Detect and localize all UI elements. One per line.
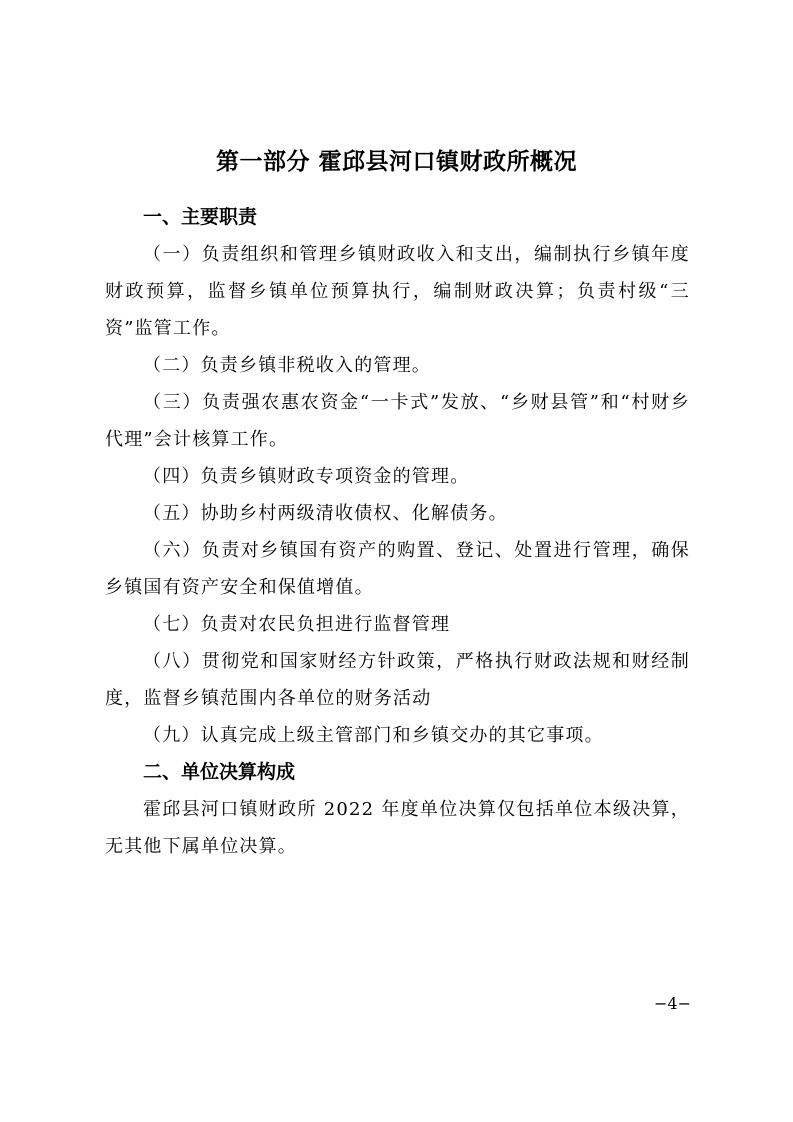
duty-paragraph-3: （三）负责强农惠农资金“一卡式”发放、“乡财县管”和“村财乡代理”会计核算工作。	[105, 392, 690, 450]
duty-paragraph-5: （五）协助乡村两级清收债权、化解债务。	[143, 503, 508, 524]
composition-paragraph: 霍邱县河口镇财政所 2022 年度单位决算仅包括单位本级决算，无其他下属单位决算。	[105, 799, 690, 857]
duty-paragraph-8: （八）贯彻党和国家财经方针政策，严格执行财政法规和财经制度，监督乡镇范围内各单位的财务活动	[105, 651, 690, 709]
duty-paragraph-1: （一）负责组织和管理乡镇财政收入和支出，编制执行乡镇年度财政预算，监督乡镇单位预算执行，编制财政决算；负责村级“三资”监管工作。	[105, 244, 690, 339]
duty-paragraph-2: （二）负责乡镇非税收入的管理。	[143, 355, 431, 376]
page-number: −4−	[654, 994, 691, 1013]
document-body	[105, 199, 690, 865]
section-main-duties	[105, 199, 690, 754]
duty-paragraph-6: （六）负责对乡镇国有资产的购置、登记、处置进行管理，确保乡镇国有资产安全和保值增值。	[105, 540, 690, 598]
page-title: 第一部分 霍邱县河口镇财政所概况	[215, 148, 577, 175]
section-heading: 二、单位决算构成	[143, 761, 296, 783]
section-budget-composition	[105, 754, 690, 865]
section-heading: 一、主要职责	[143, 206, 258, 228]
duty-paragraph-4: （四）负责乡镇财政专项资金的管理。	[143, 466, 470, 487]
duty-paragraph-9: （九）认真完成上级主管部门和乡镇交办的其它事项。	[143, 725, 604, 746]
duty-paragraph-7: （七）负责对农民负担进行监督管理	[143, 614, 451, 635]
